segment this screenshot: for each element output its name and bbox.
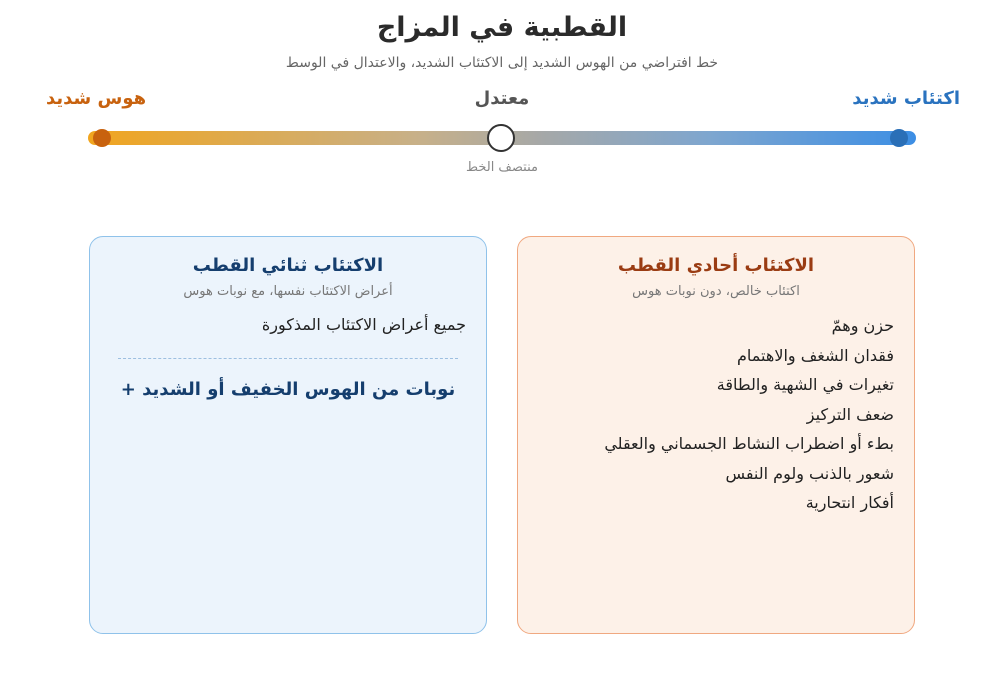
same-symptoms-text: جميع أعراض الاكتئاب المذكورة [261, 315, 466, 334]
unipolar-card [517, 236, 915, 634]
symptom-item: ضعف التركيز [806, 404, 894, 424]
unipolar-subtitle: اكتئاب خالص، دون نوبات هوس [632, 284, 800, 299]
symptom-item: شعور بالذنب ولوم النفس [725, 463, 894, 483]
severe-mania-label: هوس شديد [46, 88, 147, 109]
symptom-item: بطء أو اضطراب النشاط الجسماني والعقلي [604, 434, 894, 453]
unipolar-symptom-list [538, 311, 894, 518]
symptom-item: فقدان الشغف والاهتمام [737, 345, 894, 365]
unipolar-title: الاكتئاب أحادي القطب [617, 255, 815, 276]
midpoint-caption: منتصف الخط [466, 160, 538, 175]
bipolar-title: الاكتئاب ثنائي القطب [192, 255, 384, 276]
severe-depression-label: اكتئاب شديد [852, 88, 960, 109]
symptom-item: حزن وهمّ [831, 316, 894, 335]
diagram-title: القطبية في المزاج [376, 12, 628, 43]
depression-end-marker [890, 129, 908, 147]
mania-episodes-text: نوبات من الهوس الخفيف أو الشديد + [120, 379, 456, 400]
midpoint-marker [487, 124, 515, 152]
symptom-item: تغيرات في الشهية والطاقة [716, 375, 894, 394]
mania-end-marker [93, 129, 111, 147]
diagram-subtitle: خط افتراضي من الهوس الشديد إلى الاكتئاب الشديد، والاعتدال في الوسط [285, 55, 719, 71]
symptom-item: أفكار انتحارية [805, 493, 894, 512]
neutral-label: معتدل [474, 88, 530, 109]
bipolar-subtitle: أعراض الاكتئاب نفسها، مع نوبات هوس [183, 284, 393, 299]
dashed-divider [118, 358, 458, 359]
bipolar-card [89, 236, 487, 634]
